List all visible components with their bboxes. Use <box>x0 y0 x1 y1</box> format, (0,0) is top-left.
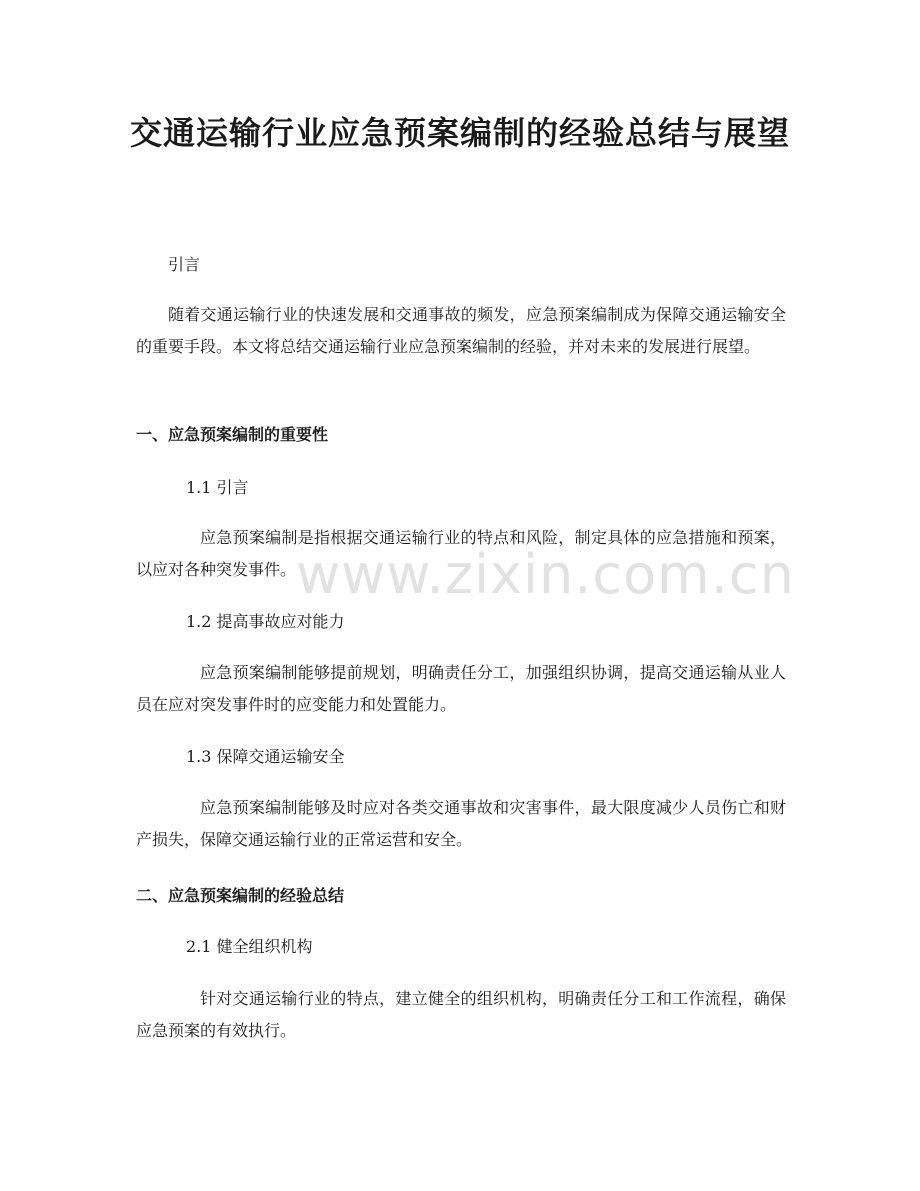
subsection-body-1-1: 应急预案编制是指根据交通运输行业的特点和风险，制定具体的应急措施和预案，以应对各种突发事件。 <box>136 528 786 579</box>
subsection-body-2-1: 针对交通运输行业的特点，建立健全的组织机构，明确责任分工和工作流程，确保应急预案的有效执行。 <box>136 989 786 1040</box>
watermark: www.zixin.com.cn <box>296 543 795 606</box>
section-heading-1: 一、应急预案编制的重要性 <box>136 425 329 444</box>
intro-label: 引言 <box>168 255 201 274</box>
subsection-title-2-1: 2.1 健全组织机构 <box>186 937 313 956</box>
subsection-body-1-3: 应急预案编制能够及时应对各类交通事故和灾害事件，最大限度减少人员伤亡和财产损失，保障交通运输行业的正常运营和安全。 <box>136 798 786 849</box>
subsection-title-1-3: 1.3 保障交通运输安全 <box>186 747 345 766</box>
intro-paragraph: 随着交通运输行业的快速发展和交通事故的频发，应急预案编制成为保障交通运输安全的重要手段。本文将总结交通运输行业应急预案编制的经验，并对未来的发展进行展望。 <box>136 305 786 356</box>
subsection-title-1-2: 1.2 提高事故应对能力 <box>186 612 345 631</box>
subsection-body-1-2: 应急预案编制能够提前规划，明确责任分工，加强组织协调，提高交通运输从业人员在应对突发事件时的应变能力和处置能力。 <box>136 663 786 714</box>
document-title: 交通运输行业应急预案编制的经验总结与展望 <box>130 114 791 152</box>
section-heading-2: 二、应急预案编制的经验总结 <box>136 886 345 905</box>
subsection-title-1-1: 1.1 引言 <box>186 478 249 497</box>
